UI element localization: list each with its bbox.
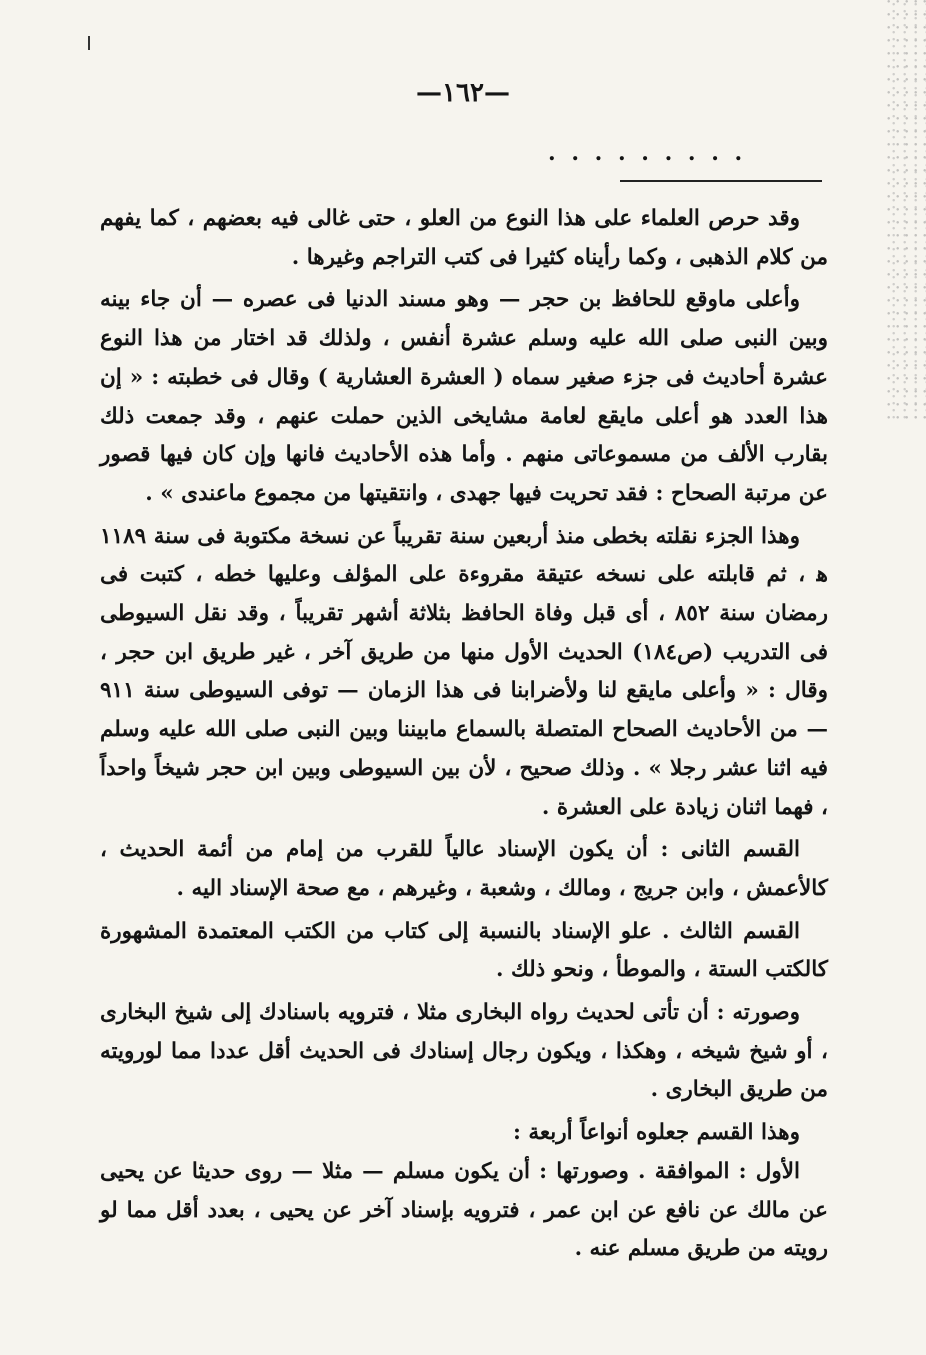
- paragraph: القسم الثالث . علو الإسناد بالنسبة إلى كتاب من الكتب المعتمدة المشهورة كالكتب الستة ، والموطأ ، ونحو ذلك .: [100, 918, 828, 983]
- page-edge-speckle: [886, 0, 926, 420]
- omission-dots: . . . . . . . . .: [548, 140, 747, 166]
- paragraph: القسم الثانى : أن يكون الإسناد عالياً للقرب من إمام من أئمة الحديث ، كالأعمش ، وابن جريج ، ومالك ، وشعبة ، وغيرهم ، مع صحة الإسناد اليه .: [100, 837, 828, 901]
- paragraph: وهذا الجزء نقلته بخطى منذ أربعين سنة تقريباً عن نسخة مكتوبة فى سنة ١١٨٩ ﻫ ، ثم قابلته على نسخه عتيقة مقروءة على المؤلف وعليها خطه ، كتبت فى رمضان سنة ٨٥٢ ، أى قبل وفاة الحافظ بثلاثة أشهر تقريباً ، وقد نقل السيوطى فى التدريب (ص١٨٤) الحديث الأول منها من طريق آخر ، غير طريق ابن حجر ، وقال : « وأعلى مايقع لنا ولأضرابنا فى هذا الزمان — توفى السيوطى سنة ٩١١ — من الأحاديث الصحاح المتصلة بالسماع مابيننا وبين النبى صلى الله عليه وسلم فيه اثنا عشر رجلا » . وذلك صحيح ، لأن بين السيوطى وبين ابن حجر شيخاً واحداً ، فهما اثنان زيادة على العشرة .: [100, 523, 828, 820]
- page-number: —١٦٢—: [416, 78, 510, 108]
- paragraph: وهذا القسم جعلوه أنواعاً أربعة :: [512, 1120, 800, 1146]
- margin-mark: [88, 36, 90, 50]
- separator-rule: [620, 180, 822, 182]
- paragraph: وصورته : أن تأتى لحديث رواه البخارى مثلا ، فترويه باسنادك إلى شيخ البخارى ، أو شيخ شيخه ، وهكذا ، ويكون رجال إسنادك فى الحديث أقل عددا مما لورويته من طريق البخارى .: [100, 1000, 828, 1103]
- body-text: [100, 200, 828, 1269]
- paragraph: الأول : الموافقة . وصورتها : أن يكون مسلم — مثلا — روى حديثا عن يحيى عن مالك عن نافع عن ابن عمر ، فترويه بإسناد آخر عن يحيى ، بعدد أقل مما لو رويته من طريق مسلم عنه .: [100, 1158, 828, 1262]
- paragraph: وأعلى ماوقع للحافظ بن حجر — وهو مسند الدنيا فى عصره — أن جاء بينه وبين النبى صلى الله عليه وسلم عشرة أنفس ، ولذلك قد اختار من هذا النوع عشرة أحاديث فى جزء صغير سماه ( العشرة العشارية ) وقال فى خطبته : « إن هذا العدد هو أعلى مايقع لعامة مشايخى الذين حملت عنهم ، وقد جمعت ذلك بقارب الألف من مسموعاتى منهم . وأما هذه الأحاديث فانها وإن كان فيها قصور عن مرتبة الصحاح : فقد تحريت فيها جهدى ، وانتقيتها من مجموع ماعندى » .: [100, 287, 828, 506]
- paragraph: وقد حرص العلماء على هذا النوع من العلو ، حتى غالى فيه بعضهم ، كما يفهم من كلام الذهبى ، وكما رأيناه كثيرا فى كتب التراجم وغيرها .: [100, 206, 828, 270]
